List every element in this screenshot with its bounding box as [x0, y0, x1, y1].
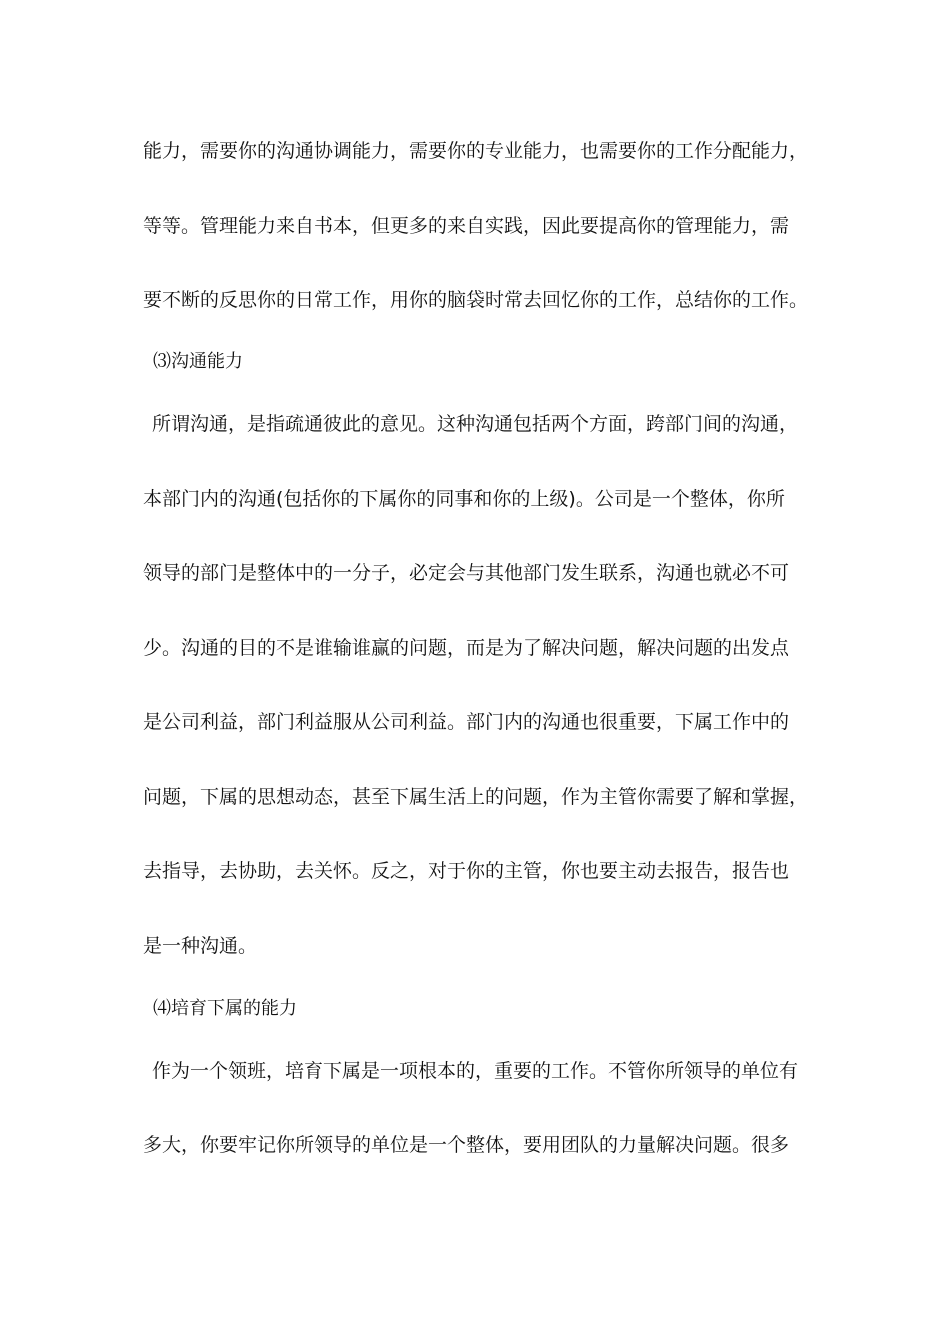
paragraph-line: 要不断的反思你的日常工作，用你的脑袋时常去回忆你的工作，总结你的工作。	[143, 289, 809, 311]
paragraph-line: 是公司利益，部门利益服从公司利益。部门内的沟通也很重要，下属工作中的	[143, 711, 790, 733]
paragraph-line: 领导的部门是整体中的一分子，必定会与其他部门发生联系，沟通也就必不可	[143, 562, 790, 584]
paragraph-line: 去指导，去协助，去关怀。反之，对于你的主管，你也要主动去报告，报告也	[143, 860, 790, 882]
paragraph-line: 是一种沟通。	[143, 935, 258, 957]
section-heading: ⑷培育下属的能力	[153, 998, 297, 1019]
section-heading: ⑶沟通能力	[153, 351, 243, 372]
paragraph-line: 等等。管理能力来自书本，但更多的来自实践，因此要提高你的管理能力，需	[143, 215, 790, 237]
paragraph-line: 多大，你要牢记你所领导的单位是一个整体，要用团队的力量解决问题。很多	[143, 1134, 790, 1156]
paragraph-line: 本部门内的沟通(包括你的下属你的同事和你的上级)。公司是一个整体，你所	[143, 488, 785, 510]
paragraph-line: 少。沟通的目的不是谁输谁赢的问题，而是为了解决问题，解决问题的出发点	[143, 637, 790, 659]
paragraph-line: 问题，下属的思想动态，甚至下属生活上的问题，作为主管你需要了解和掌握，	[143, 786, 809, 808]
paragraph-line: 能力，需要你的沟通协调能力，需要你的专业能力，也需要你的工作分配能力，	[143, 140, 809, 162]
paragraph-line: 所谓沟通，是指疏通彼此的意见。这种沟通包括两个方面，跨部门间的沟通，	[152, 413, 799, 435]
paragraph-line: 作为一个领班，培育下属是一项根本的，重要的工作。不管你所领导的单位有	[152, 1060, 799, 1082]
